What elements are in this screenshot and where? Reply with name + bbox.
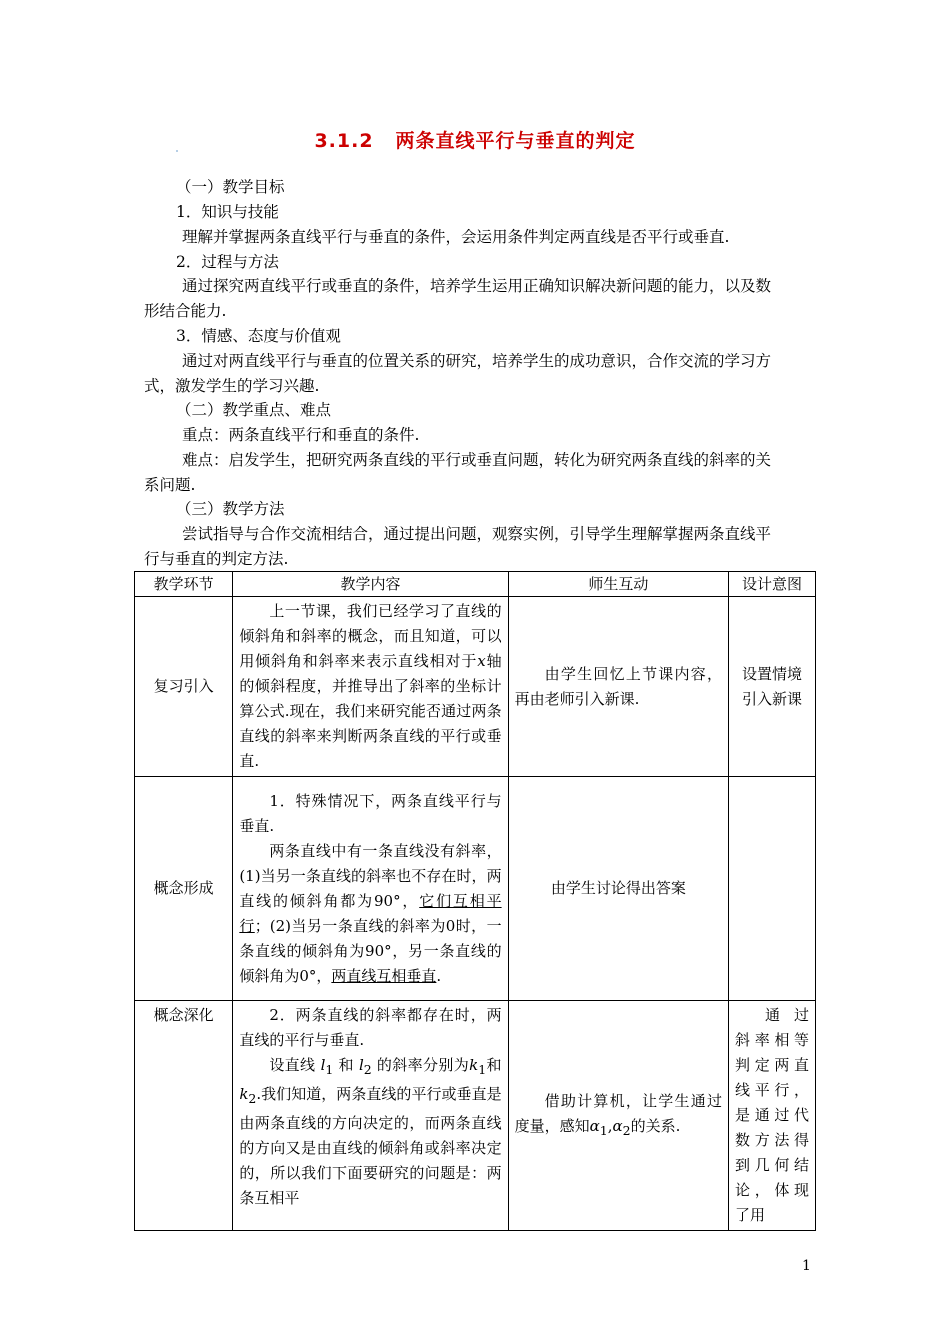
header-content: 教学内容 <box>233 572 508 597</box>
paragraph: 难点：启发学生，把研究两条直线的平行或垂直问题，转化为研究两条直线的斜率的关 <box>182 451 772 469</box>
interaction-text: 借助计算机，让学生通过度量，感知$\alpha_1,\alpha_2$的关系. <box>514 1091 723 1138</box>
content-cell <box>233 1001 508 1231</box>
intent-cell <box>729 777 816 1001</box>
paragraph: 行与垂直的判定方法. <box>144 550 289 568</box>
interaction-cell: 由学生讨论得出答案 <box>508 777 728 1001</box>
intent-text: 通过斜率相等判定两直线平行，是通过代数方法得到几何结论，体现了用 <box>735 1006 809 1224</box>
paragraph: 通过对两直线平行与垂直的位置关系的研究，培养学生的成功意识，合作交流的学习方 <box>182 352 772 370</box>
interaction-text: 由学生回忆上节课内容，再由老师引入新课. <box>514 664 723 708</box>
header-intent: 设计意图 <box>729 572 816 597</box>
content-paragraph: 两条直线中有一条直线没有斜率，(1)当另一条直线的斜率也不存在时，两直线的倾斜角都为90°，它们互相平行；(2)当另一条直线的斜率为0时，一条直线的倾斜角为90°，另一条直线的倾斜角为0°，两直线互相垂直. <box>239 841 502 985</box>
table-row <box>135 1001 816 1231</box>
intent-cell: 设置情境引入新课 <box>729 597 816 777</box>
content-paragraph: 2．两条直线的斜率都存在时，两直线的平行与垂直. <box>239 1006 502 1049</box>
heading-goals: （一）教学目标 <box>176 178 285 196</box>
page-number: 1 <box>802 1258 811 1274</box>
paragraph: 通过探究两直线平行或垂直的条件，培养学生运用正确知识解决新问题的能力，以及数 <box>182 277 772 295</box>
stage-cell: 概念形成 <box>135 777 233 1001</box>
paragraph: 尝试指导与合作交流相结合，通过提出问题，观察实例，引导学生理解掌握两条直线平 <box>182 525 772 543</box>
subheading-knowledge: 1．知识与技能 <box>176 203 279 221</box>
paragraph: 式，激发学生的学习兴趣. <box>144 377 320 395</box>
intent-cell <box>729 1001 816 1231</box>
interaction-cell <box>508 597 728 777</box>
header-stage: 教学环节 <box>135 572 233 597</box>
stage-cell: 概念深化 <box>135 1001 233 1231</box>
table-row <box>135 597 816 777</box>
table-row <box>135 777 816 1001</box>
para-mark <box>176 150 178 152</box>
content-paragraph: 1．特殊情况下，两条直线平行与垂直. <box>239 791 502 835</box>
content-cell <box>233 597 508 777</box>
subheading-attitude: 3．情感、态度与价值观 <box>176 327 341 345</box>
section-number: 3.1.2 <box>314 130 374 152</box>
content-paragraph: 上一节课，我们已经学习了直线的倾斜角和斜率的概念，而且知道，可以用倾斜角和斜率来表示直线相对于x轴的倾斜程度，并推导出了斜率的坐标计算公式.现在，我们来研究能否通过两条直线的斜率来判断两条直线的平行或垂直. <box>239 602 502 770</box>
paragraph: 形结合能力. <box>144 302 227 320</box>
table-header-row <box>135 572 816 597</box>
header-interaction: 师生互动 <box>508 572 728 597</box>
paragraph: 重点：两条直线平行和垂直的条件. <box>182 426 420 444</box>
page-title <box>0 126 950 153</box>
content-cell <box>233 777 508 1001</box>
paragraph: 系问题. <box>144 476 196 494</box>
subheading-process: 2．过程与方法 <box>176 253 279 271</box>
heading-methods: （三）教学方法 <box>176 500 285 518</box>
paragraph: 理解并掌握两条直线平行与垂直的条件，会运用条件判定两直线是否平行或垂直. <box>182 228 730 246</box>
section-title: 两条直线平行与垂直的判定 <box>395 130 636 152</box>
stage-cell: 复习引入 <box>135 597 233 777</box>
interaction-cell <box>508 1001 728 1231</box>
heading-key-points: （二）教学重点、难点 <box>176 401 332 419</box>
content-paragraph: 设直线 $l_1$ 和 $l_2$ 的斜率分别为$k_1$和 $k_2$.我们知道，两条直线的平行或垂直是由两条直线的方向决定的，而两条直线的方向又是由直线的倾斜角或斜率决定的，所以我们下面要研究的问题是：两条互相平 <box>239 1056 502 1207</box>
lesson-plan-table <box>134 571 816 1231</box>
